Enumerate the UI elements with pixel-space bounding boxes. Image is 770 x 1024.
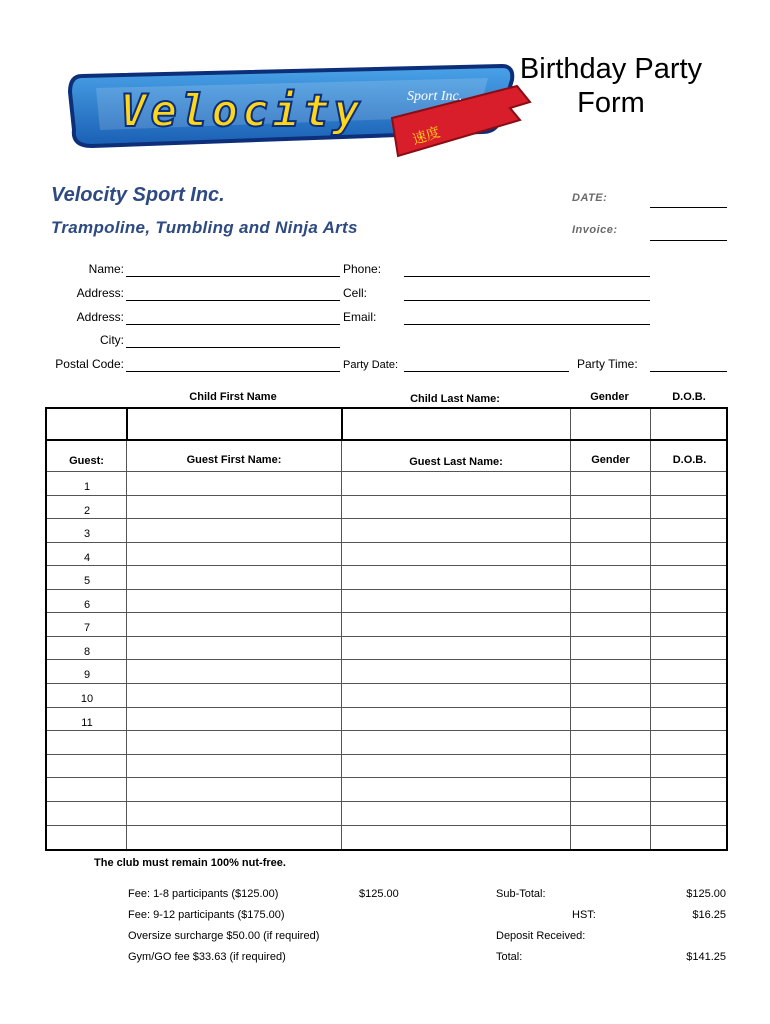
child-last-header: Child Last Name:	[410, 393, 500, 405]
date-label: DATE:	[572, 192, 608, 204]
velocity-logo	[62, 58, 532, 170]
subtotal-value: $125.00	[686, 888, 726, 900]
nut-free-note: The club must remain 100% nut-free.	[94, 857, 286, 869]
guest-row-number: 1	[83, 481, 91, 493]
fee-1-8-amount: $125.00	[359, 888, 399, 900]
guest-header: Guest:	[69, 455, 104, 467]
svg-text:Velocity: Velocity	[120, 86, 364, 137]
date-field[interactable]	[650, 207, 727, 208]
guest-gender-header: Gender	[591, 454, 630, 466]
guest-row-number: 10	[80, 693, 94, 705]
name-label: Name:	[88, 262, 124, 276]
guest-row-number: 4	[83, 552, 91, 564]
page-title: Birthday Party Form	[519, 53, 703, 119]
total-label: Total:	[496, 951, 523, 963]
dob-header: D.O.B.	[672, 391, 706, 403]
guest-row-number: 5	[83, 575, 91, 587]
guest-row-number: 2	[83, 505, 91, 517]
guest-first-header: Guest First Name:	[186, 454, 282, 466]
cell-label: Cell:	[343, 286, 368, 300]
address2-label: Address:	[76, 310, 124, 324]
invoice-field[interactable]	[650, 240, 727, 241]
guest-row-number: 9	[83, 669, 91, 681]
deposit-label: Deposit Received:	[496, 930, 586, 942]
hst-value: $16.25	[692, 909, 726, 921]
party-date-label: Party Date:	[343, 359, 399, 371]
company-name: Velocity Sport Inc.	[51, 184, 225, 206]
party-time-label: Party Time:	[577, 357, 638, 371]
guest-dob-header: D.O.B.	[672, 454, 707, 466]
address1-label: Address:	[76, 286, 124, 300]
hst-label: HST:	[572, 909, 596, 921]
email-field[interactable]	[404, 324, 650, 325]
subtotal-label: Sub-Total:	[496, 888, 546, 900]
guest-row-number: 11	[81, 717, 93, 729]
company-tagline: Trampoline, Tumbling and Ninja Arts	[51, 218, 358, 237]
name-field[interactable]	[126, 276, 340, 277]
svg-text:速度: 速度	[410, 124, 443, 149]
total-value: $141.25	[686, 951, 726, 963]
oversize-surcharge: Oversize surcharge $50.00 (if required)	[128, 930, 320, 942]
phone-label: Phone:	[343, 262, 382, 276]
guest-row-number: 7	[83, 622, 91, 634]
address1-field[interactable]	[126, 300, 340, 301]
email-label: Email:	[343, 310, 377, 324]
fee-9-12: Fee: 9-12 participants ($175.00)	[128, 909, 285, 921]
phone-field[interactable]	[404, 276, 650, 277]
city-label: City:	[100, 333, 124, 347]
svg-text:Sport Inc.: Sport Inc.	[407, 89, 463, 104]
gender-header: Gender	[590, 391, 629, 403]
address2-field[interactable]	[126, 324, 340, 325]
child-first-header: Child First Name	[189, 391, 277, 403]
party-time-field[interactable]	[650, 371, 727, 372]
invoice-label: Invoice:	[572, 224, 618, 236]
city-field[interactable]	[126, 347, 340, 348]
participants-table	[45, 407, 728, 851]
fee-1-8: Fee: 1-8 participants ($125.00)	[128, 888, 279, 900]
guest-row-number: 8	[83, 646, 91, 658]
postal-field[interactable]	[126, 371, 340, 372]
guest-last-header: Guest Last Name:	[409, 456, 503, 468]
gym-fee: Gym/GO fee $33.63 (if required)	[128, 951, 286, 963]
guest-row-number: 3	[83, 528, 91, 540]
guest-row-number: 6	[83, 599, 91, 611]
cell-field[interactable]	[404, 300, 650, 301]
postal-label: Postal Code:	[55, 357, 124, 371]
party-date-field[interactable]	[404, 371, 569, 372]
